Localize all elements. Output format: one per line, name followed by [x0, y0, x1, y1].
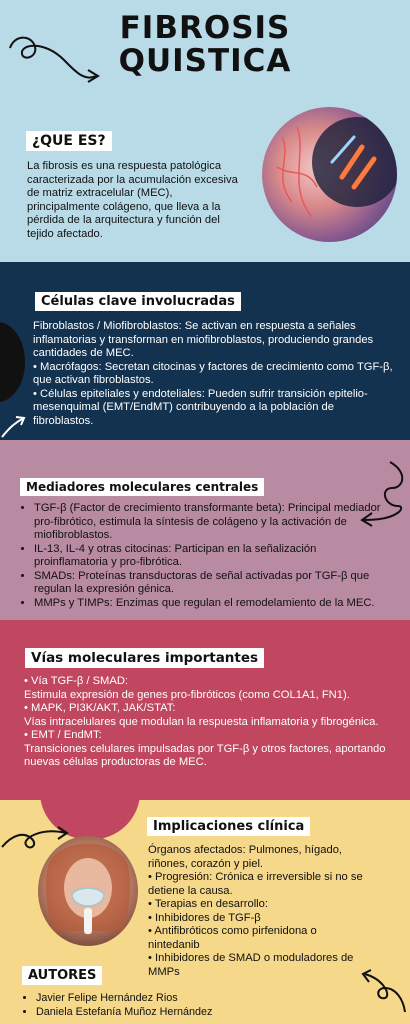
curved-arrow-icon — [0, 412, 30, 442]
mediadores-list — [20, 502, 392, 610]
implicaciones-line: • Antifibróticos como pirfenidona o nintedanib — [148, 925, 317, 951]
celulas-line: Fibroblastos / Miofibroblastos: Se activan en respuesta a señales inflamatorias y transforman en miofibroblastos, produciendo grandes cantidades de MEC. — [33, 320, 374, 359]
woman-nebulizer-photo — [38, 836, 138, 946]
celulas-heading: Células clave involucradas — [35, 292, 241, 311]
vias-text — [24, 675, 396, 770]
que-es-heading: ¿QUE ES? — [26, 131, 112, 151]
vias-section — [0, 620, 410, 802]
autores-heading: AUTORES — [22, 966, 102, 985]
celulas-line: • Células epiteliales y endoteliales: Pueden sufrir transición epitelio-mesenquimal (EMT/EndMT) contribuyendo a la población de fibroblastos. — [33, 387, 368, 427]
implicaciones-line: • Progresión: Crónica e irreversible si no se detiene la causa. — [148, 871, 363, 897]
author-name: • Javier Felipe Hernández Rios — [36, 992, 322, 1006]
vias-line: Estimula expresión de genes pro-fibróticos (como COL1A1, FN1). — [24, 688, 350, 701]
vias-line: Transiciones celulares impulsadas por TGF-β y otros factores, aportando nuevas células productoras de MEC. — [24, 742, 386, 768]
page-title-line1: FIBROSIS — [119, 10, 291, 46]
vias-line: Vías intracelulares que modulan la respuesta inflamatoria y fibrogénica. — [24, 715, 379, 728]
implicaciones-section — [0, 800, 410, 1024]
list-item: • TGF-β (Factor de crecimiento transformante beta): Principal mediador pro-fibrótico, estimula la síntesis de colágeno y la activación de miofibroblastos. — [34, 502, 392, 543]
decorative-bump — [0, 322, 25, 402]
lung-bacteria-illustration — [262, 107, 397, 242]
implicaciones-line: Órganos afectados: Pulmones, hígado, riñones, corazón y piel. — [148, 844, 343, 870]
autores-list — [22, 992, 322, 1019]
author-name: • Daniela Estefanía Muñoz Hernández — [36, 1006, 322, 1020]
que-es-text: La fibrosis es una respuesta patológica caracterizada por la acumulación excesiva de matriz extracelular (MEC), principalmente colágeno, que lleva a la pérdida de la arquitectura y función del tejido afectado. — [27, 160, 238, 240]
vias-heading: Vías moleculares importantes — [25, 648, 264, 668]
page-title-line2: QUISTICA — [118, 43, 292, 79]
decorative-bump — [150, 620, 260, 650]
mediadores-section — [0, 440, 410, 622]
implicaciones-heading: Implicaciones clínica — [147, 817, 310, 836]
implicaciones-line: • Inhibidores de SMAD o moduladores de MMPs — [148, 952, 354, 978]
implicaciones-line: • Terapias en desarrollo: — [148, 898, 269, 910]
mediadores-heading: Mediadores moleculares centrales — [20, 478, 264, 496]
vias-line: • MAPK, PI3K/AKT, JAK/STAT: — [24, 702, 176, 714]
celulas-line: • Macrófagos: Secretan citocinas y factores de crecimiento como TGF-β, que activan fibroblastos. — [33, 360, 393, 386]
list-item: • SMADs: Proteínas transductoras de señal activadas por TGF-β que regulan la expresión génica. — [34, 570, 392, 597]
decorative-bump — [30, 95, 140, 115]
vias-line: • Vía TGF-β / SMAD: — [24, 675, 129, 687]
title-section — [0, 0, 410, 100]
implicaciones-line: • Inhibidores de TGF-β — [148, 911, 261, 924]
que-es-section — [0, 95, 410, 265]
celulas-text — [33, 320, 393, 428]
list-item: • MMPs y TIMPs: Enzimas que regulan el remodelamiento de la MEC. — [34, 597, 392, 611]
implicaciones-text — [148, 844, 368, 979]
celulas-section — [0, 262, 410, 442]
curved-arrow-icon — [355, 968, 410, 1018]
list-item: • IL-13, IL-4 y otras citocinas: Participan en la señalización proinflamatoria y pro-fibrótica. — [34, 543, 392, 570]
vias-line: • EMT / EndMT: — [24, 729, 102, 741]
